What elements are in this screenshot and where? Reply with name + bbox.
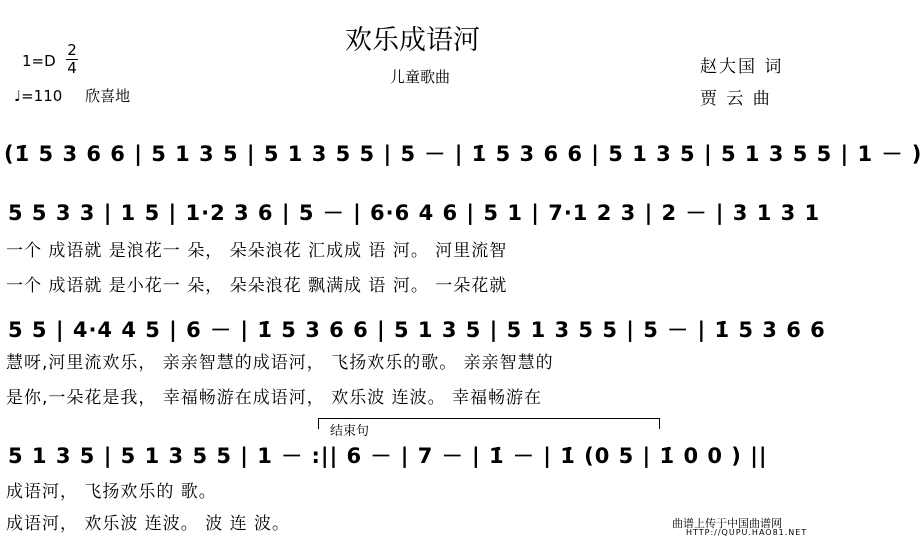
line1-notes: 5 5 3 3 | 1 5 | 1·2 3 6 | 5 － | 6·6 4 6 | 5 1 | 7·1 2 3 | 2 － | 3 1 3 1 (8, 201, 821, 225)
song-title: 欢乐成语河 (345, 25, 480, 56)
ending-bracket (318, 418, 660, 429)
time-bottom: 4 (67, 59, 77, 77)
lyricist-credit: 赵大国 词 (700, 57, 784, 77)
line1-lyrics-verse1: 一个 成语就 是浪花一 朵， 朵朵浪花 汇成成 语 河。 河里流智 (6, 241, 508, 261)
key-signature: 1=D (22, 52, 56, 70)
song-genre: 儿童歌曲 (390, 68, 451, 86)
composer-credit: 贾 云 曲 (700, 89, 772, 109)
intro-notes: (1̇ 5 3 6 6 | 5 1 3 5 | 5 1 3 5 5 | 5 － | 1̇ 5 3 6 6 | 5 1 3 5 | 5 1 3 5 5 | 1 － ) (4, 142, 922, 166)
watermark-text: 曲谱上传于中国曲谱网 (672, 517, 782, 530)
line2-lyrics-verse2: 是你,一朵花是我， 幸福畅游在成语河， 欢乐波 连波。 幸福畅游在 (6, 388, 543, 408)
watermark-url: HTTP://QUPU.HAO81.NET (686, 528, 808, 537)
tempo-value: =110 (21, 87, 63, 105)
time-top: 2 (67, 41, 77, 59)
line2-lyrics-verse1: 慧呀,河里流欢乐， 亲亲智慧的成语河， 飞扬欢乐的歌。 亲亲智慧的 (6, 353, 554, 373)
line3-lyrics-verse1: 成语河， 飞扬欢乐的 歌。 (6, 482, 217, 502)
time-signature (66, 42, 78, 77)
expression-mark: 欣喜地 (85, 87, 131, 105)
line2-notes: 5 5 | 4·4 4 5 | 6 － | 1̇ 5 3 6 6 | 5 1 3 5 | 5 1 3 5 5 | 5 － | 1̇ 5 3 6 6 (8, 318, 826, 342)
ending-label: 结束句 (330, 424, 370, 439)
tempo-marking (14, 85, 130, 106)
quarter-note-icon: ♩ (14, 87, 22, 105)
line3-notes: 5 1 3 5 | 5 1 3 5 5 | 1 － :|| 6 － | 7 － | 1̇ － | 1̇ (0 5 | 1̇ 0 0 ) || (8, 444, 768, 468)
line1-lyrics-verse2: 一个 成语就 是小花一 朵， 朵朵浪花 飘满成 语 河。 一朵花就 (6, 276, 508, 296)
line3-lyrics-verse2: 成语河， 欢乐波 连波。 波 连 波。 (6, 514, 291, 534)
